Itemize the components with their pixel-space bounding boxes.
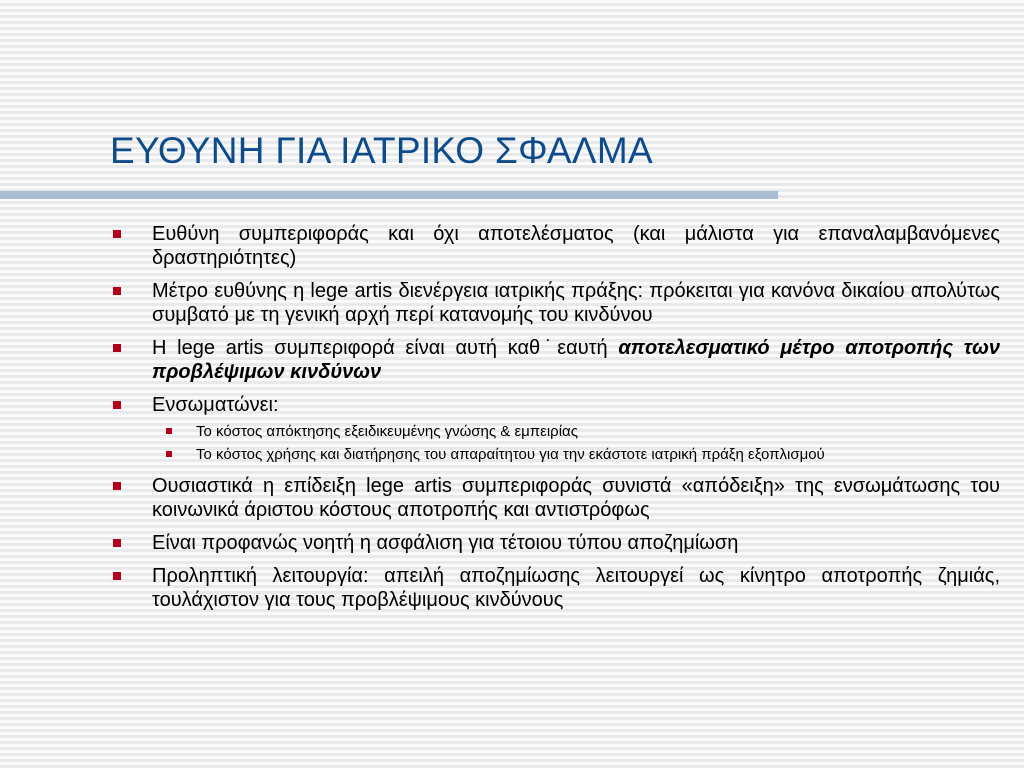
sub-bullet-text: Το κόστος χρήσης και διατήρησης του απαραίτητου για την εκάστοτε ιατρική πράξη εξοπλισμού [196,446,825,463]
square-bullet-icon [113,230,121,238]
sub-bullet-text: Το κόστος απόκτησης εξειδικευμένης γνώσης & εμπειρίας [196,423,578,440]
square-bullet-icon [113,287,121,295]
bullet-text: Η lege artis συμπεριφορά είναι αυτή καθ˙εαυτή [152,337,619,359]
bullet-item [110,531,1000,555]
square-sub-bullet-icon [166,428,172,434]
sub-bullet-item [152,444,1000,465]
square-sub-bullet-icon [166,451,172,457]
square-bullet-icon [113,401,121,409]
title-underline-bar [0,191,778,199]
sub-bullet-list [152,421,1000,465]
square-bullet-icon [113,539,121,547]
bullet-text: Ουσιαστικά η επίδειξη lege artis συμπεριφοράς συνιστά «απόδειξη» της ενσωμάτωσης του κοινωνικά άριστου κόστους αποτροπής και αντιστρόφως [152,475,1000,521]
bullet-list [110,222,1000,621]
bullet-item [110,222,1000,270]
bullet-item [110,564,1000,612]
bullet-text: Είναι προφανώς νοητή η ασφάλιση για τέτοιου τύπου αποζημίωση [152,532,739,554]
square-bullet-icon [113,344,121,352]
square-bullet-icon [113,482,121,490]
bullet-text: Προληπτική λειτουργία: απειλή αποζημίωσης λειτουργεί ως κίνητρο αποτροπής ζημιάς, τουλάχιστον για τους προβλέψιμους κινδύνους [152,565,1000,611]
bullet-item [110,336,1000,384]
bullet-text: Ευθύνη συμπεριφοράς και όχι αποτελέσματος (και μάλιστα για επαναλαμβανόμενες δραστηριότητες) [152,223,1000,269]
bullet-item [110,474,1000,522]
bullet-item [110,279,1000,327]
square-bullet-icon [113,572,121,580]
sub-bullet-item [152,421,1000,442]
bullet-emphasis-text: αποτελεσματικό μέτρο αποτροπής των προβλέψιμων κινδύνων [152,337,1000,383]
bullet-text: Μέτρο ευθύνης η lege artis διενέργεια ιατρικής πράξης: πρόκειται για κανόνα δικαίου απολύτως συμβατό με τη γενική αρχή περί κατανομής του κινδύνου [152,280,1000,326]
slide-title: ΕΥΘΥΝΗ ΓΙΑ ΙΑΤΡΙΚΟ ΣΦΑΛΜΑ [110,130,653,171]
bullet-item [110,393,1000,465]
bullet-text: Ενσωματώνει: [152,394,279,416]
